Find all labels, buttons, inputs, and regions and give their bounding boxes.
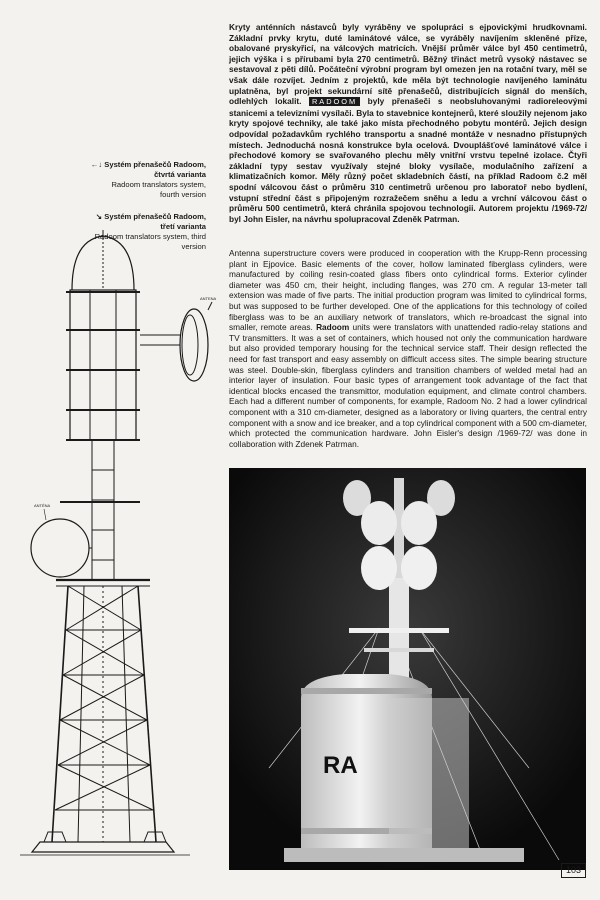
drawing-label-lower: ANTÉNA [34,503,51,508]
czech-intro: Kryty anténních nástavců byly vyráběny ve spolupráci s ejpovickými hrudkovnami. Základní prvky krytu, duté laminátové válce, se vyráběly navíjením skleněné příze, obalované pryskyřicí, na válcových matricích. Vnější průměr válce byl 450 centimetrů, jejich výška i s přírubami byla 270 centimetrů. Běžný třináct metrů vysoký nástavec se sestavoval z pěti dílů. Počáteční výrobní program byl omezen jen na rotační tvary, měl se však dále rozvíjet. Jedním z projektů, kde měla být technologie navíjeného laminátu uplatněna, byl projekt sekundární sítě přenašečů, distribujících signál do menších, odlehlých lokalit. [229,22,587,107]
english-text [229,248,587,449]
caption-en: Radoom translators system, third version [94,232,206,251]
arrow-down-right-icon: ↘ [95,212,103,221]
czech-rest: byly přenašeči s neobsluhovanými radioreleovými stanicemi a televizními vysílači. Byla to stavebnice kontejnerů, které sloužily nejenom jako kryty spojové techniky, ale také jako místa přechodného pobytu montérů. Jejich design odpovídal požadavkům rychlého transportu a snadné montáže v nesnadno přístupných místech. Jednoduchá nosná konstrukce byla ocelová. Dvouplášťové laminátové válce i přechodové komory se svařovaného plechu měly vnitřní vrstvu tepelné izolace. Čtyři základní typy sestav využívaly stejné bloky vysílače, modulačního zařízení a klimatizačních komor. Měly různý počet skladebních částí, na příklad Radoom č.2 měl spodní válcovou část o průměru 310 centimetrů určenou pro laboratoř nebo bydlení, vstupní střední část s připojeným rozražečem sněhu a ledu a vrchní válcovou část o průměru 500 centimetrů, která chránila spojovou technologii. Autorem projektu /1969-72/ byl John Eisler, na návrhu spolupracoval Zdeněk Patrman. [229,96,588,224]
czech-text [229,22,587,224]
caption-cz: Systém přenašečů Radoom, třetí varianta [104,212,206,231]
radoom-label: RADOOM [309,97,360,106]
drawing-label-dish: ANTENA [200,296,217,301]
photo-label: RA [323,752,358,779]
caption-cz: Systém přenašečů Radoom, čtvrtá varianta [104,160,206,179]
english-part2: units were translators with unattended radio-relay stations and TV transmitters. It was a set of containers, which housed not only the communication hardware but also provided temporary housing for the technical service staff. Their design reflected the need for fast transport and easy assembly on difficult access sites. The simple bearing structure was steel. Double-skin, fiberglass cylinders and transition chambers of welded metal had an interior layer of insulation. Four basic types of arrangement took advantage of the fact that identical blocks encased the transmittor, modulation equipment, and climate control chambers. Each had a different number of components, for example, Radoom No. 2 had a lower cylindrical component with a 310 cm-diameter, designed as a laboratory or living quarters, the central entry component with a snow and ice breaker, and a top cylindrical component with a 500 cm-diameter, which protected the communication hardware. John Eisler's design /1969-72/ was done in collaboration with Zdenek Patrman. [229,322,587,449]
english-part1: Antenna superstructure covers were produced in cooperation with the Krupp-Renn processing plant in Ejpovice. Basic elements of the cover, hollow laminated fiberglass cylinders, were manufactured by coiling resin-coated glass fibers onto cylindrical forms. Exterior cylinder diameter was 450 cm, their height, including flanges, was 270 cm. A regular 13-meter tall extension was made of five parts. The initial production program was limited to cylindrical forms, but was supposed to be further developed. One of the applications for this technology of coiled fiberglass was to be an auxiliary network of translators, which re-broadcast the signal into smaller, remote areas. [229,248,587,333]
page-number: 103 [561,863,586,878]
english-radoom: Radoom [316,322,350,333]
caption-en: Radoom translators system, fourth version [111,180,206,199]
tower-technical-drawing [0,230,225,870]
caption-fourth-version [90,160,206,200]
arrow-left-down-icon: ←↓ [90,160,103,169]
model-photo [229,468,586,870]
radoom-model-image [229,468,586,870]
